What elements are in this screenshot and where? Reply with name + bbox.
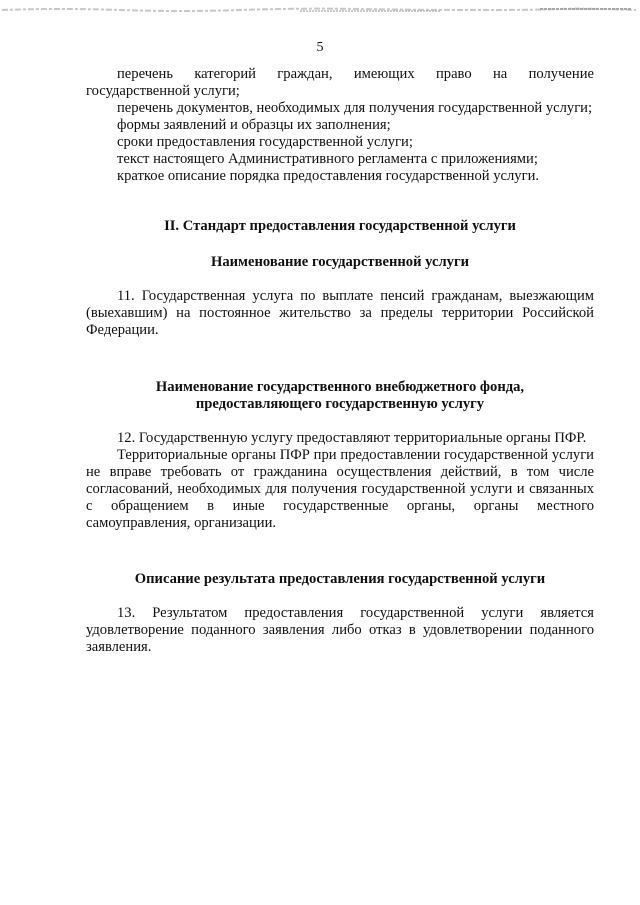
list-item: перечень документов, необходимых для получения государственной услуги; <box>117 100 593 116</box>
paragraph-11: 11. Государственная услуга по выплате пенсий гражданам, выезжающим (выехавшим) на постоянное жительство за пределы территории Российской Федерации. <box>86 288 594 338</box>
fund-heading <box>86 379 594 413</box>
fund-heading-line1: Наименование государственного внебюджетного фонда, <box>155 379 525 395</box>
list-item: перечень категорий граждан, имеющих право на получение государственной услуги; <box>86 66 594 99</box>
service-name-heading: Наименование государственной услуги <box>211 254 469 270</box>
list-item: текст настоящего Административного регламента с приложениями; <box>117 151 538 167</box>
list-item: сроки предоставления государственной услуги; <box>117 134 413 150</box>
result-heading: Описание результата предоставления государственной услуги <box>134 571 546 587</box>
paragraph-12-continued: Территориальные органы ПФР при предоставлении государственной услуги не вправе требовать от гражданина осуществления действий, в том числе согласований, необходимых для получения государственной услуги и связанных с обращением в иные государственные органы, органы местного самоуправления, организации. <box>86 447 594 531</box>
document-body <box>86 66 594 656</box>
paragraph-12: 12. Государственную услугу предоставляют территориальные органы ПФР. <box>117 430 587 446</box>
paragraph-13: 13. Результатом предоставления государственной услуги является удовлетворение поданного заявления либо отказ в удовлетворении поданного заявления. <box>86 605 594 655</box>
page-number: 5 <box>316 40 324 55</box>
list-item: формы заявлений и образцы их заполнения; <box>117 117 391 133</box>
list-item: краткое описание порядка предоставления государственной услуги. <box>117 168 540 184</box>
scan-artifact-header <box>0 6 640 14</box>
fund-heading-line2: предоставляющего государственную услугу <box>195 396 485 412</box>
section-title: II. Стандарт предоставления государственной услуги <box>164 218 516 234</box>
